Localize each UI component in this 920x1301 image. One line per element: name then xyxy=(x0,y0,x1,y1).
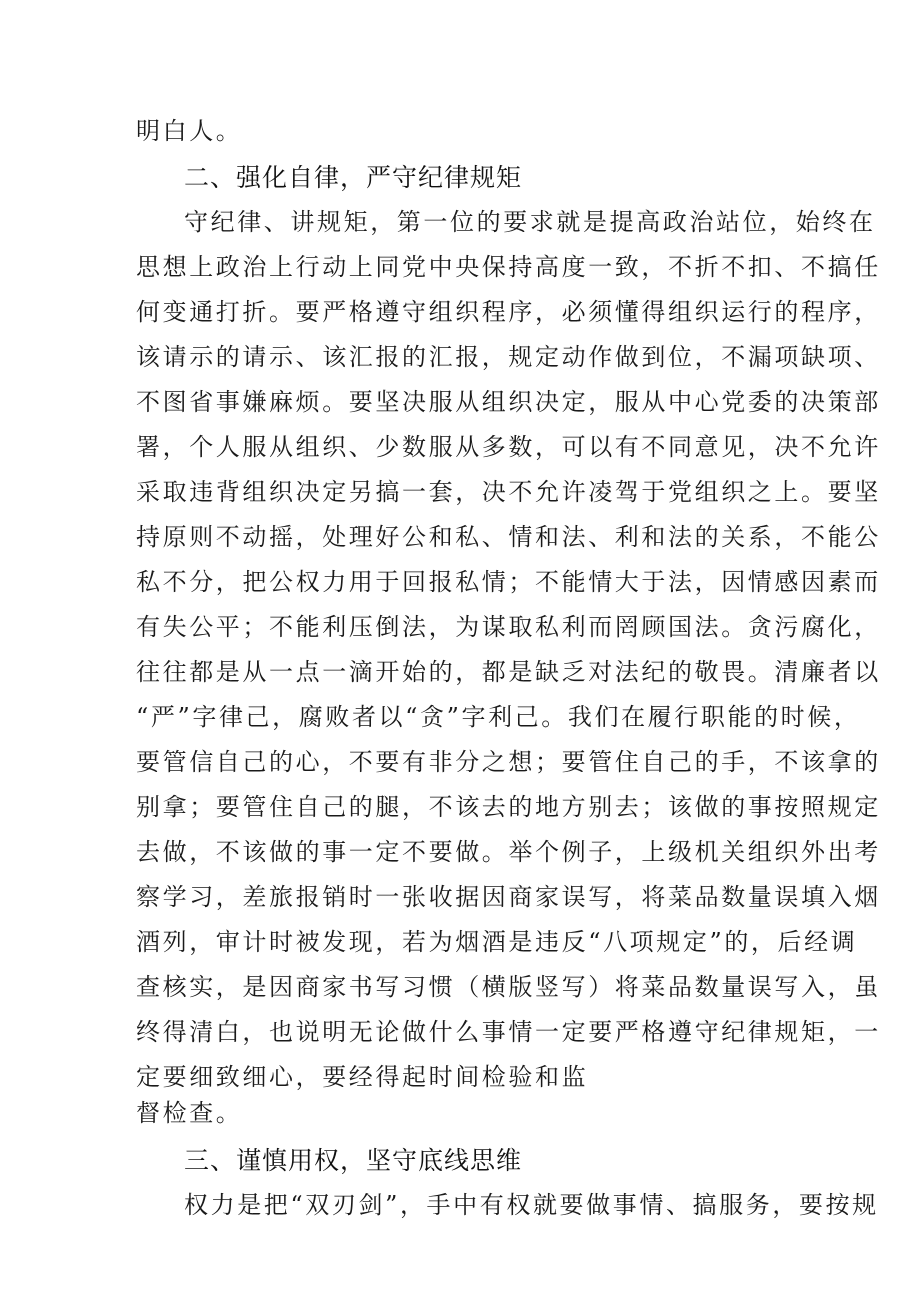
paragraph-line: 终得清白，也说明无论做什么事情一定要严格遵守纪律规矩，一 xyxy=(136,1018,881,1046)
paragraph-line: 去做，不该做的事一定不要做。举个例子，上级机关组织外出考 xyxy=(136,838,881,866)
section-heading: 二、强化自律，严守纪律规矩 xyxy=(184,163,523,192)
paragraph-line: 往往都是从一点一滴开始的，都是缺乏对法纪的敬畏。清廉者以 xyxy=(136,658,881,686)
paragraph-line: “严”字律己，腐败者以“贪”字利己。我们在履行职能的时候， xyxy=(136,703,861,731)
paragraph-line: 明白人。 xyxy=(136,117,243,145)
paragraph-line: 察学习，差旅报销时一张收据因商家误写，将菜品数量误填入烟 xyxy=(136,883,881,911)
paragraph-line: 酒列，审计时被发现，若为烟酒是违反“八项规定”的，后经调 xyxy=(136,928,858,956)
paragraph-line: 守纪律、讲规矩，第一位的要求就是提高政治站位，始终在 xyxy=(184,208,876,236)
paragraph-line: 查核实，是因商家书写习惯（横版竖写）将菜品数量误写入，虽 xyxy=(136,973,881,1001)
paragraph-line: 要管信自己的心，不要有非分之想；要管住自己的手，不该拿的 xyxy=(136,748,881,776)
paragraph-line: 私不分，把公权力用于回报私情；不能情大于法，因情感因素而 xyxy=(136,568,881,596)
section-heading: 三、谨慎用权，坚守底线思维 xyxy=(184,1146,523,1175)
paragraph-line: 该请示的请示、该汇报的汇报，规定动作做到位，不漏项缺项、 xyxy=(136,343,881,371)
paragraph-line: 持原则不动摇，处理好公和私、情和法、利和法的关系，不能公 xyxy=(136,523,881,551)
paragraph-line: 采取违背组织决定另搞一套，决不允许凌驾于党组织之上。要坚 xyxy=(136,478,881,506)
paragraph-line: 何变通打折。要严格遵守组织程序，必须懂得组织运行的程序， xyxy=(136,298,881,326)
paragraph-line: 不图省事嫌麻烦。要坚决服从组织决定，服从中心党委的决策部 xyxy=(136,388,881,416)
paragraph-line: 署，个人服从组织、少数服从多数，可以有不同意见，决不允许 xyxy=(136,433,881,461)
paragraph-line: 督检查。 xyxy=(136,1099,243,1127)
paragraph-line: 思想上政治上行动上同党中央保持高度一致，不折不扣、不搞任 xyxy=(136,253,881,281)
paragraph-line: 权力是把“双刃剑”，手中有权就要做事情、搞服务，要按规 xyxy=(184,1191,879,1219)
paragraph-line: 有失公平；不能利压倒法，为谋取私利而罔顾国法。贪污腐化， xyxy=(136,613,881,641)
paragraph-line: 别拿；要管住自己的腿，不该去的地方别去；该做的事按照规定 xyxy=(136,793,881,821)
paragraph-line: 定要细致细心，要经得起时间检验和监 xyxy=(136,1063,589,1091)
